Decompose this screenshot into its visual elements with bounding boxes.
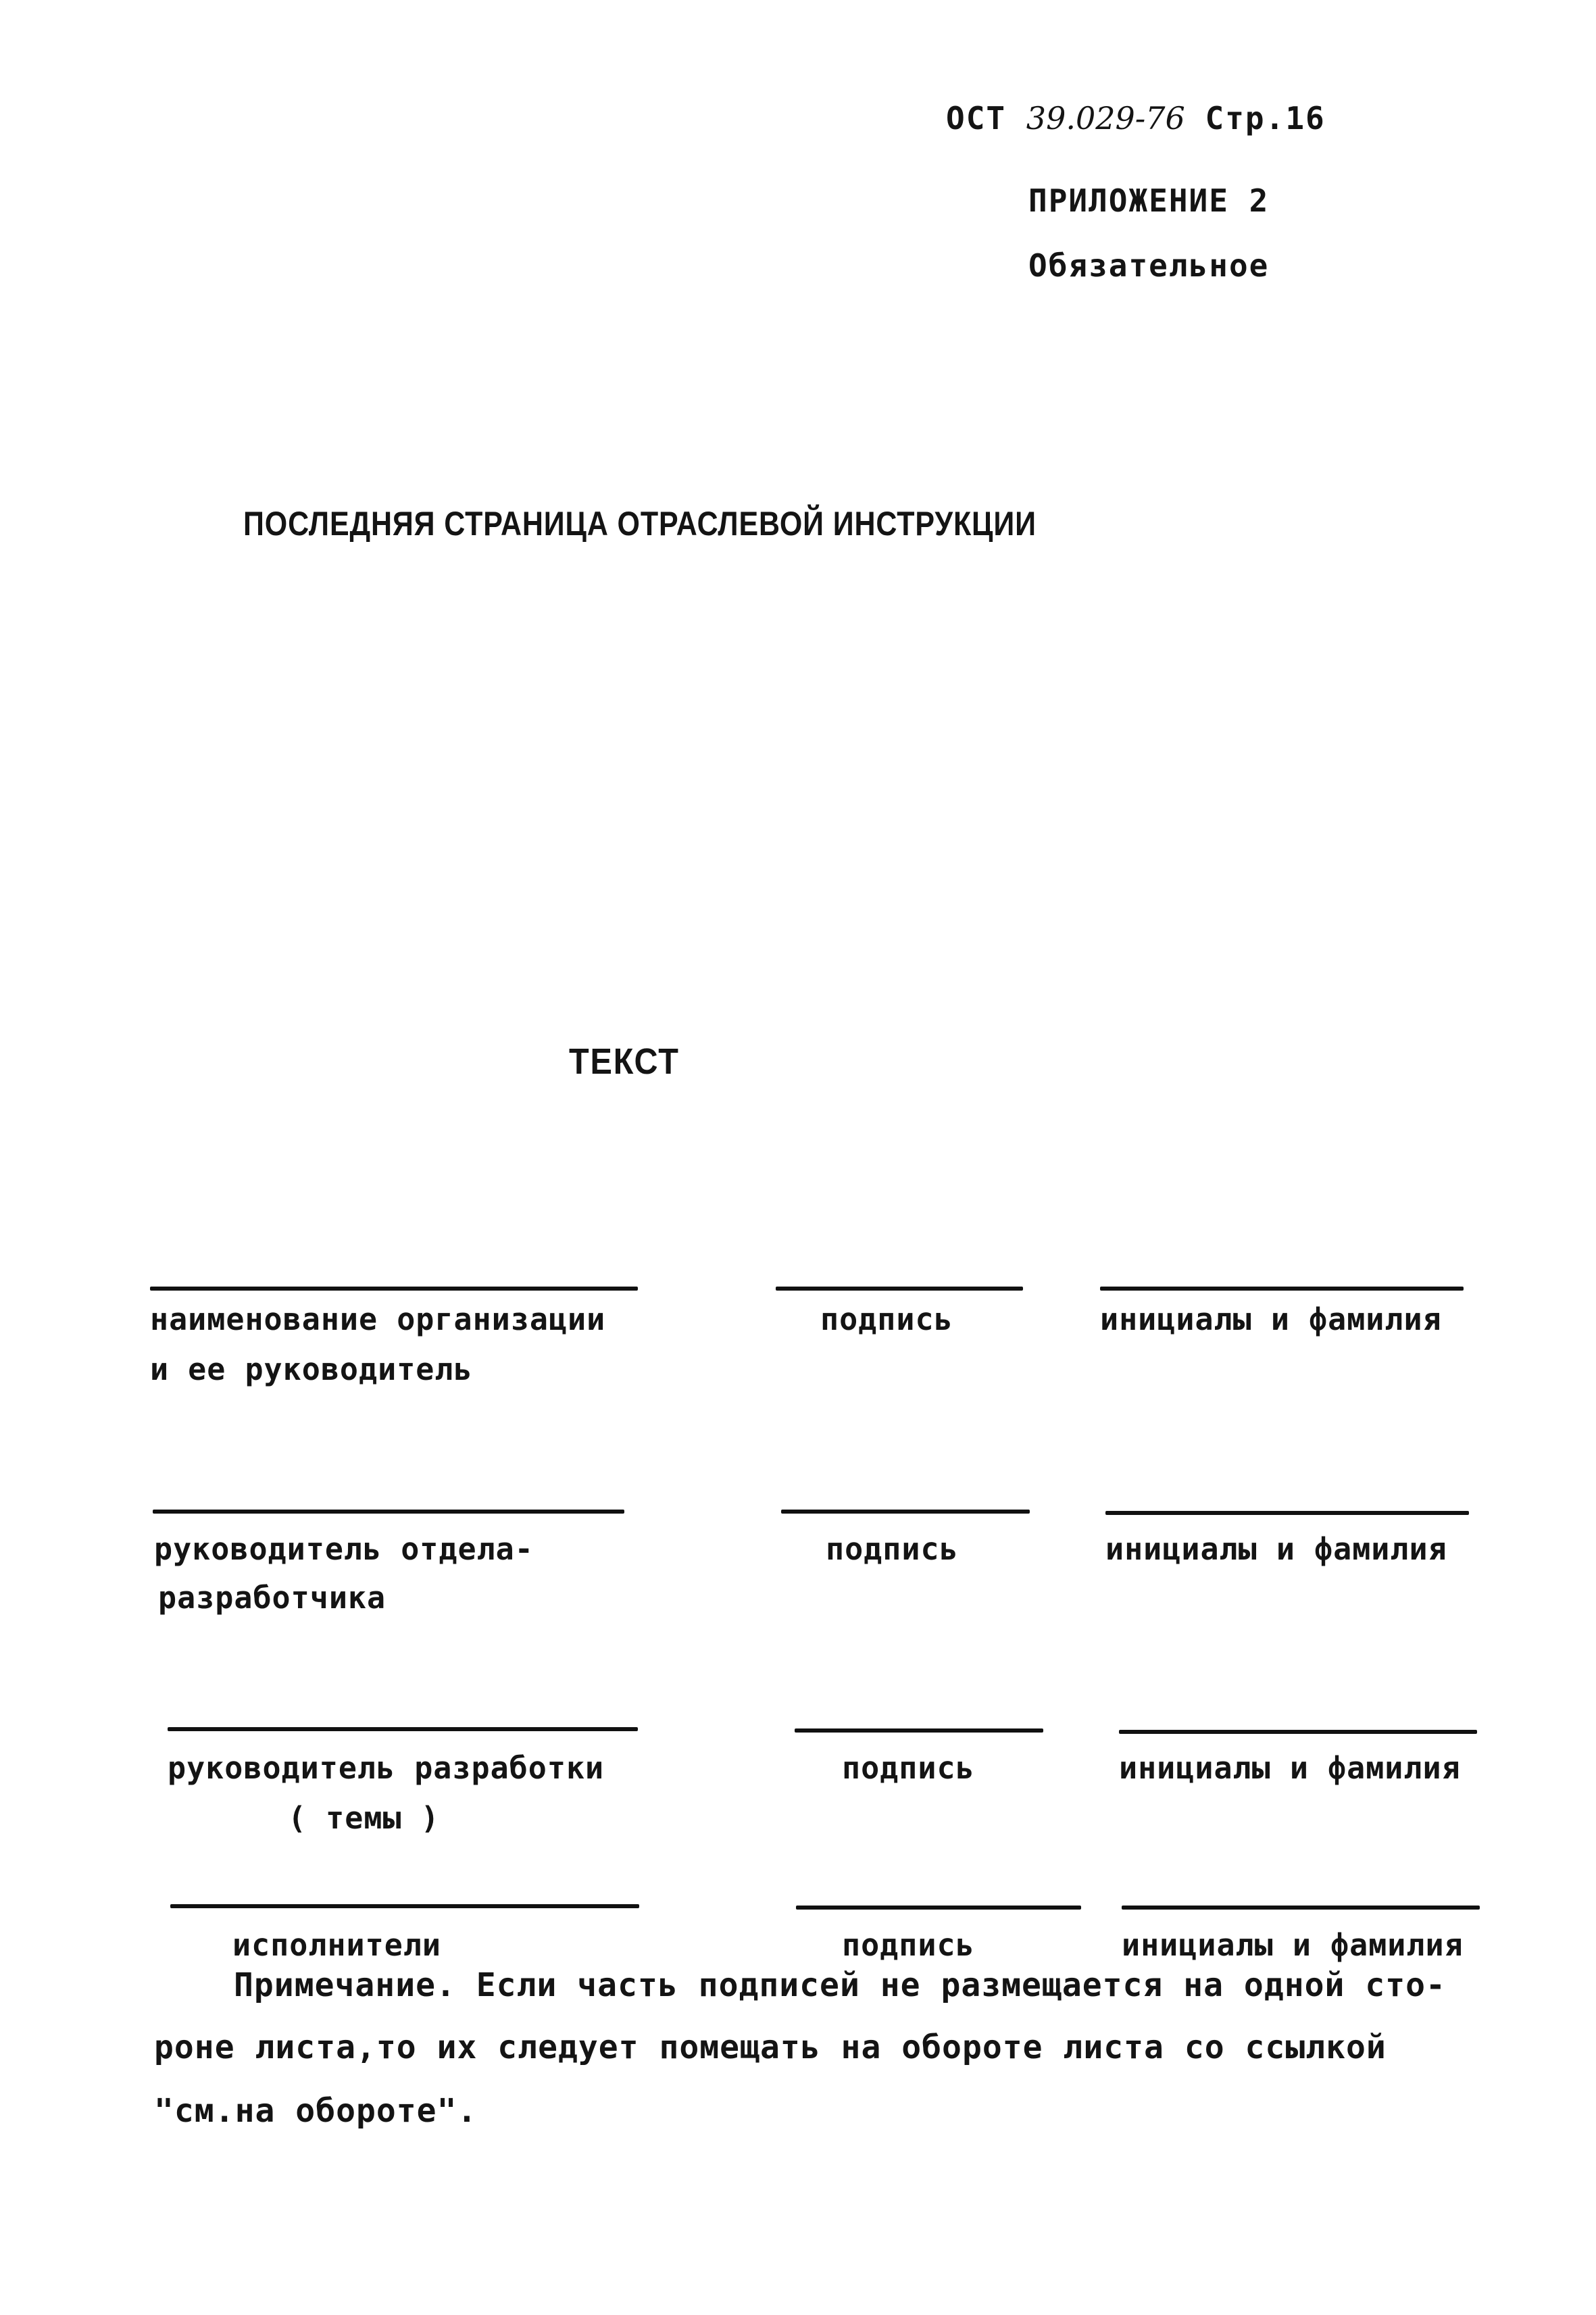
name-label: инициалы и фамилия — [1105, 1531, 1447, 1567]
signature-line — [776, 1287, 1023, 1291]
signature-label: подпись — [842, 1927, 975, 1963]
role-label: наименование организации — [150, 1301, 606, 1337]
role-label-continued: разработчика — [158, 1580, 386, 1616]
name-line — [1105, 1511, 1469, 1515]
role-label-continued: и ее руководитель — [150, 1351, 473, 1387]
role-label: руководитель отдела- — [154, 1531, 534, 1567]
name-line — [1119, 1730, 1477, 1734]
page-title: ПОСЛЕДНЯЯ СТРАНИЦА ОТРАСЛЕВОЙ ИНСТРУКЦИИ — [243, 505, 1037, 543]
note-line-3: "см.на обороте". — [154, 2092, 478, 2130]
name-label: инициалы и фамилия — [1122, 1927, 1464, 1963]
appendix-label: ПРИЛОЖЕНИЕ 2 — [1028, 182, 1270, 219]
note-line-2: роне листа,то их следует помещать на обороте листа со ссылкой — [154, 2028, 1387, 2066]
role-line — [170, 1904, 639, 1908]
role-line — [168, 1727, 638, 1731]
appendix-status: Обязательное — [1028, 247, 1270, 284]
signature-line — [796, 1906, 1081, 1910]
role-label: руководитель разработки — [168, 1750, 605, 1786]
role-label: исполнители — [232, 1927, 442, 1963]
page-number: 16 — [1285, 100, 1326, 136]
standard-prefix: ОСТ — [946, 100, 1007, 136]
body-placeholder: ТЕКСТ — [569, 1041, 680, 1082]
signature-line — [781, 1510, 1030, 1514]
name-line — [1122, 1906, 1480, 1910]
name-line — [1100, 1287, 1464, 1291]
standard-number: 39.029-76 — [1026, 100, 1185, 136]
name-label: инициалы и фамилия — [1119, 1750, 1461, 1786]
signature-label: подпись — [820, 1301, 953, 1337]
role-line — [150, 1287, 638, 1291]
signature-label: подпись — [842, 1750, 975, 1786]
role-label-continued: ( темы ) — [288, 1800, 440, 1836]
note-line-1: Примечание. Если часть подписей не размещается на одной сто- — [234, 1966, 1446, 2004]
role-line — [153, 1510, 624, 1514]
standard-designation — [946, 100, 1326, 136]
signature-line — [795, 1728, 1043, 1733]
name-label: инициалы и фамилия — [1100, 1301, 1442, 1337]
signature-label: подпись — [826, 1531, 959, 1567]
page-label: Стр. — [1205, 100, 1286, 136]
